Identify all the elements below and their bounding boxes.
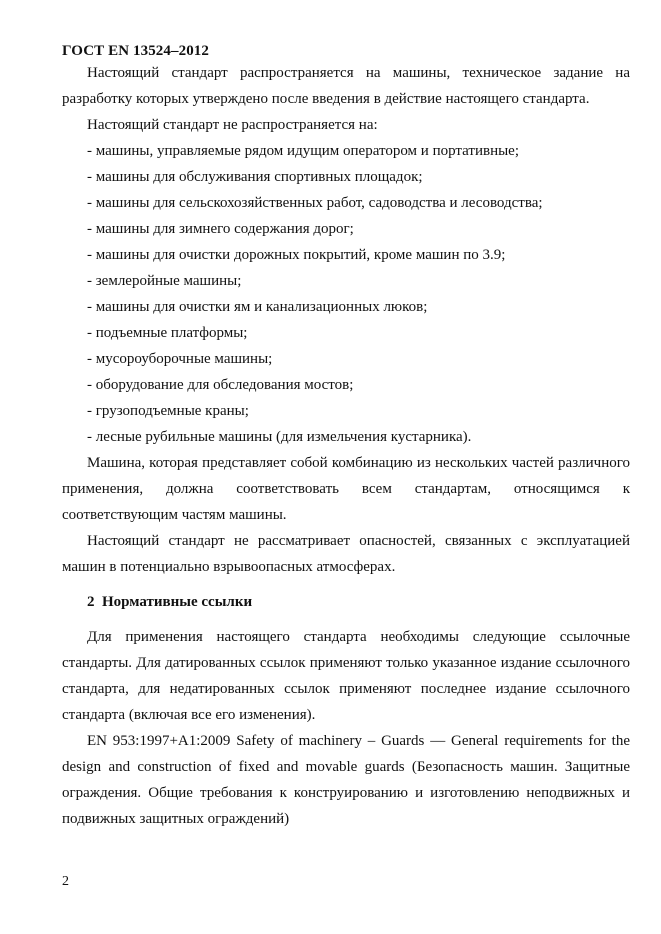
exclusions-intro: Настоящий стандарт не распространяется на: bbox=[87, 117, 378, 133]
list-item: - оборудование для обследования мостов; bbox=[87, 377, 354, 393]
list-item: - машины для зимнего содержания дорог; bbox=[87, 221, 354, 237]
scope-paragraph: Настоящий стандарт распространяется на машины, техническое задание на разработку которых утверждено после введения в действие настоящего стандарта. bbox=[62, 65, 630, 107]
document-body bbox=[62, 60, 630, 832]
page-number: 2 bbox=[62, 874, 69, 889]
list-item: - машины для обслуживания спортивных площадок; bbox=[87, 169, 423, 185]
section-title: Нормативные ссылки bbox=[102, 594, 253, 610]
exclusions-list bbox=[62, 138, 630, 450]
list-item: - машины, управляемые рядом идущим оператором и портативные; bbox=[87, 143, 520, 159]
list-item: - машины для очистки ям и канализационных люков; bbox=[87, 299, 428, 315]
list-item: - лесные рубильные машины (для измельчения кустарника). bbox=[87, 429, 472, 445]
list-item: - машины для сельскохозяйственных работ, садоводства и лесоводства; bbox=[87, 195, 543, 211]
list-item: - машины для очистки дорожных покрытий, кроме машин по 3.9; bbox=[87, 247, 506, 263]
explosive-atmosphere-paragraph: Настоящий стандарт не рассматривает опасностей, связанных с эксплуатацией машин в потенциально взрывоопасных атмосферах. bbox=[62, 533, 630, 575]
list-item: - землеройные машины; bbox=[87, 273, 242, 289]
reference-en953: EN 953:1997+A1:2009 Safety of machinery – Guards — General requirements for the design and construction of fixed and movable guards (Безопасность машин. Защитные ограждения. Общие требования к конструированию и изготовлению неподвижных и подвижных защитных ограждений) bbox=[62, 733, 630, 827]
list-item: - подъемные платформы; bbox=[87, 325, 248, 341]
normative-refs-paragraph: Для применения настоящего стандарта необходимы следующие ссылочные стандарты. Для датированных ссылок применяют только указанное издание ссылочного стандарта, для недатированных ссылок применяют последнее издание ссылочного стандарта (включая все его изменения). bbox=[62, 629, 630, 723]
section-number: 2 bbox=[87, 594, 95, 610]
list-item: - мусороуборочные машины; bbox=[87, 351, 273, 367]
section-heading bbox=[62, 589, 630, 615]
combination-paragraph: Машина, которая представляет собой комбинацию из нескольких частей различного применения, должна соответствовать всем стандартам, относящимся к соответствующим частям машины. bbox=[62, 455, 630, 523]
list-item: - грузоподъемные краны; bbox=[87, 403, 249, 419]
document-header: ГОСТ EN 13524–2012 bbox=[62, 43, 209, 59]
